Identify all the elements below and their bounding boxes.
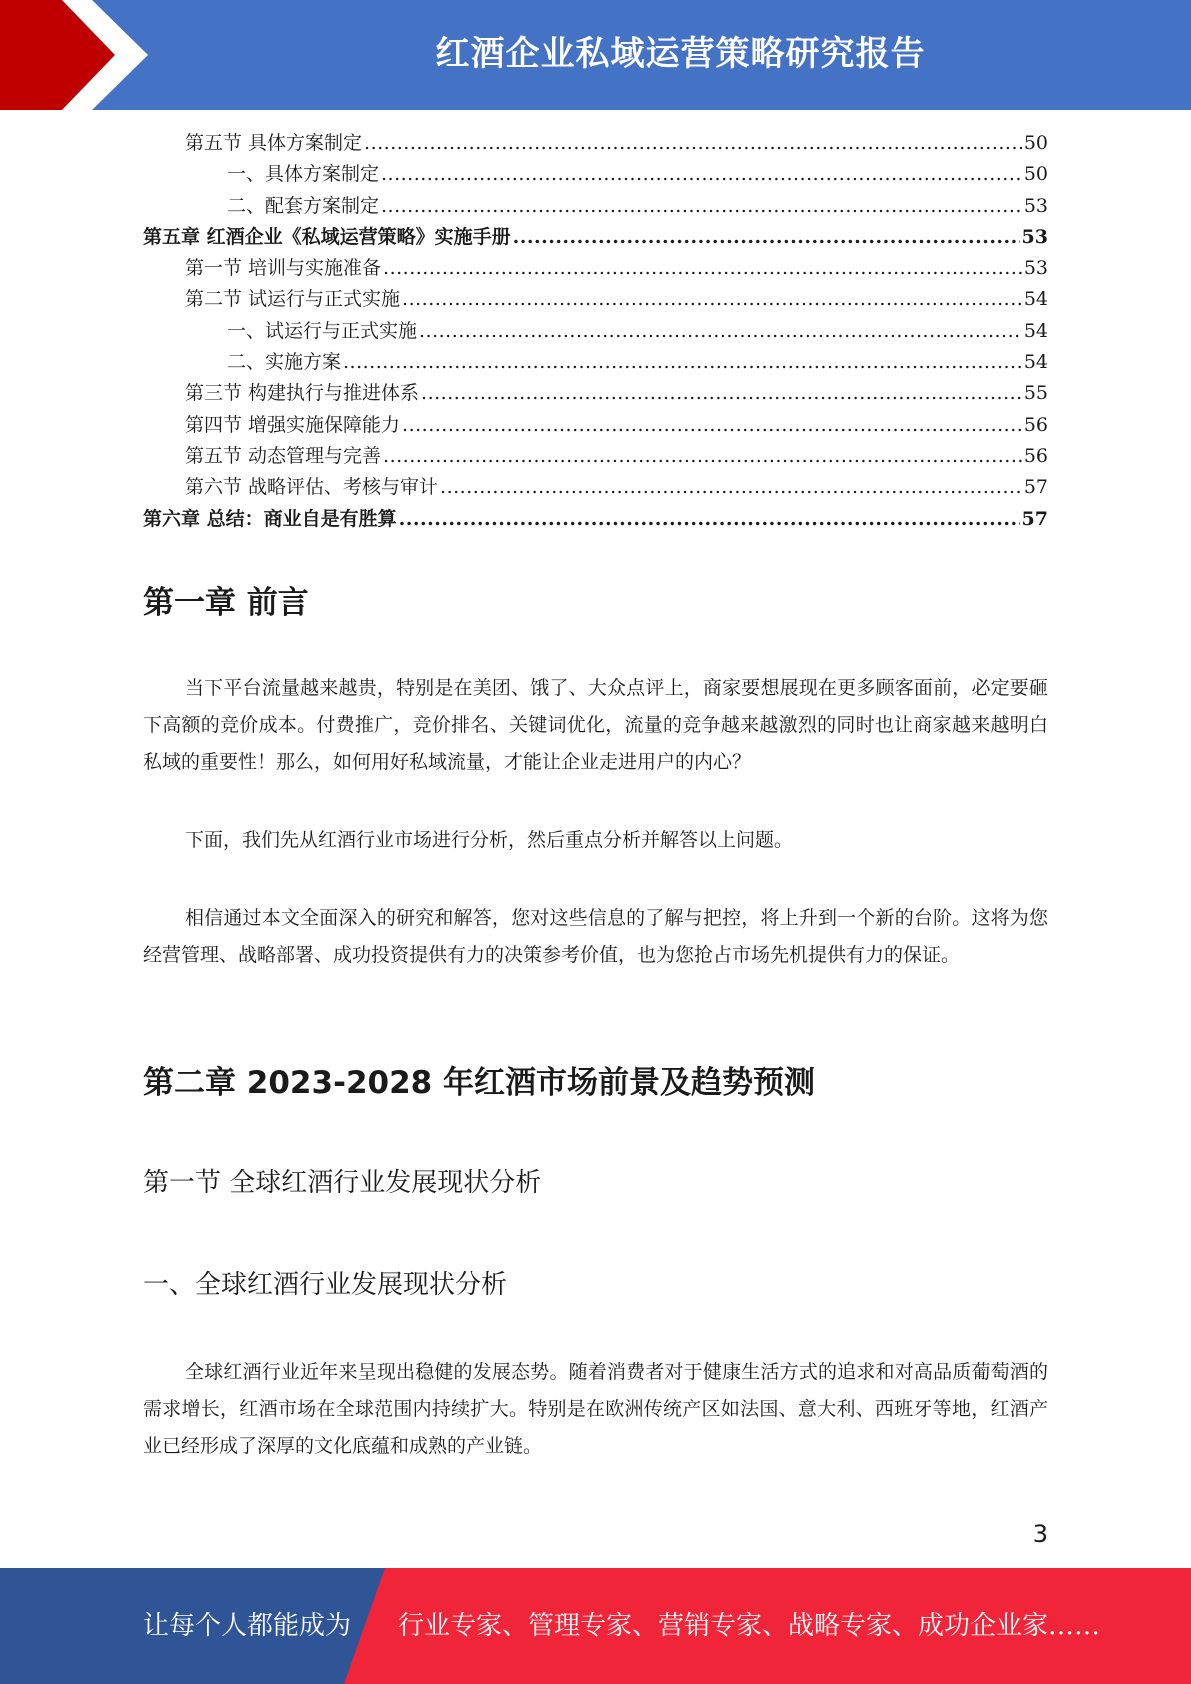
industry-paragraph: 全球红酒行业近年来呈现出稳健的发展态势。随着消费者对于健康生活方式的追求和对高品质葡萄酒的需求增长，红酒市场在全球范围内持续扩大。特别是在欧洲传统产区如法国、意大利、西班牙等地，红酒产业已经形成了深厚的文化底蕴和成熟的产业链。: [143, 1361, 1048, 1457]
toc-entry-title: 第六章 总结：商业自是有胜算: [143, 507, 397, 530]
chapter-1-heading: 第一章 前言: [143, 585, 309, 621]
toc-entry[interactable]: [143, 159, 1048, 190]
header-red-chevron-icon: [0, 0, 160, 110]
preface-paragraph-1: 当下平台流量越来越贵，特别是在美团、饿了、大众点评上，商家要想展现在更多顾客面前，必定要砸下高额的竞价成本。付费推广，竞价排名、关键词优化，流量的竞争越来越激烈的同时也让商家越来越明白私域的重要性！那么，如何用好私域流量，才能让企业走进用户的内心？: [143, 677, 1048, 773]
toc-entry-page: 53: [1023, 257, 1048, 280]
toc-dot-leader: [399, 504, 1020, 535]
preface-paragraph-2: 下面，我们先从红酒行业市场进行分析，然后重点分析并解答以上问题。: [185, 829, 794, 851]
subsection-1-heading: 一、全球红酒行业发展现状分析: [143, 1270, 508, 1300]
toc-entry[interactable]: [143, 410, 1048, 441]
toc-dot-leader: [419, 316, 1022, 347]
toc-entry[interactable]: [143, 472, 1048, 503]
toc-entry-title: 第四节 增强实施保障能力: [185, 413, 401, 436]
footer-slogan-left: 让每个人都能成为: [143, 1611, 352, 1641]
toc-entry-title: 一、试运行与正式实施: [227, 319, 418, 342]
toc-entry[interactable]: [143, 504, 1048, 535]
toc-entry-title: 第五章 红酒企业《私域运营策略》实施手册: [143, 225, 511, 248]
toc-dot-leader: [402, 284, 1022, 315]
toc-entry[interactable]: [143, 347, 1048, 378]
toc-entry[interactable]: [143, 441, 1048, 472]
section-1-heading: 第一节 全球红酒行业发展现状分析: [143, 1168, 542, 1198]
toc-dot-leader: [421, 378, 1022, 409]
toc-dot-leader: [381, 159, 1022, 190]
toc-dot-leader: [383, 441, 1022, 472]
toc-entry-page: 55: [1023, 382, 1048, 405]
toc-entry-title: 一、具体方案制定: [227, 163, 380, 186]
toc-entry-title: 二、实施方案: [227, 351, 342, 374]
toc-entry-title: 第三节 构建执行与推进体系: [185, 382, 420, 405]
toc-entry[interactable]: [143, 284, 1048, 315]
preface-paragraph-3: 相信通过本文全面深入的研究和解答，您对这些信息的了解与把控，将上升到一个新的台阶。这将为您经营管理、战略部署、成功投资提供有力的决策参考价值，也为您抢占市场先机提供有力的保证。: [143, 907, 1048, 966]
toc-entry[interactable]: [143, 222, 1048, 253]
chapter-2-heading: 第二章 2023-2028 年红酒市场前景及趋势预测: [143, 1065, 816, 1101]
toc-entry[interactable]: [143, 128, 1048, 159]
toc-entry-title: 第六节 战略评估、考核与审计: [185, 476, 439, 499]
page-header: [0, 0, 1191, 110]
toc-entry-page: 50: [1023, 132, 1048, 154]
toc-dot-leader: [402, 410, 1022, 441]
page-footer: [0, 1568, 1191, 1684]
toc-entry-page: 54: [1023, 288, 1048, 311]
toc-entry-page: 53: [1021, 225, 1048, 248]
toc-entry-title: 第二节 试运行与正式实施: [185, 288, 401, 311]
report-title: 红酒企业私域运营策略研究报告: [435, 34, 926, 74]
toc-dot-leader: [513, 222, 1020, 253]
footer-slogan-right: 行业专家、管理专家、营销专家、战略专家、成功企业家……: [398, 1611, 1101, 1641]
table-of-contents: [143, 128, 1048, 535]
toc-entry-title: 第一节 培训与实施准备: [185, 257, 382, 280]
toc-entry-title: 二、配套方案制定: [227, 194, 380, 217]
toc-entry-page: 54: [1023, 351, 1048, 374]
toc-entry-title: 第五节 动态管理与完善: [185, 444, 382, 467]
toc-entry[interactable]: [143, 316, 1048, 347]
toc-dot-leader: [343, 347, 1022, 378]
toc-entry-title: 第五节 具体方案制定: [185, 132, 363, 154]
toc-entry[interactable]: [143, 191, 1048, 222]
toc-dot-leader: [381, 191, 1022, 222]
toc-entry-page: 50: [1023, 163, 1048, 186]
toc-entry-page: 57: [1021, 507, 1048, 530]
toc-entry[interactable]: [143, 378, 1048, 409]
toc-dot-leader: [383, 253, 1022, 284]
toc-entry-page: 57: [1023, 476, 1048, 499]
toc-entry-page: 56: [1023, 444, 1048, 467]
toc-entry-page: 56: [1023, 413, 1048, 436]
toc-dot-leader: [440, 472, 1022, 503]
toc-entry[interactable]: [143, 253, 1048, 284]
toc-dot-leader: [364, 128, 1022, 159]
page-number: 3: [1032, 1520, 1048, 1548]
toc-entry-page: 53: [1023, 194, 1048, 217]
toc-entry-page: 54: [1023, 319, 1048, 342]
